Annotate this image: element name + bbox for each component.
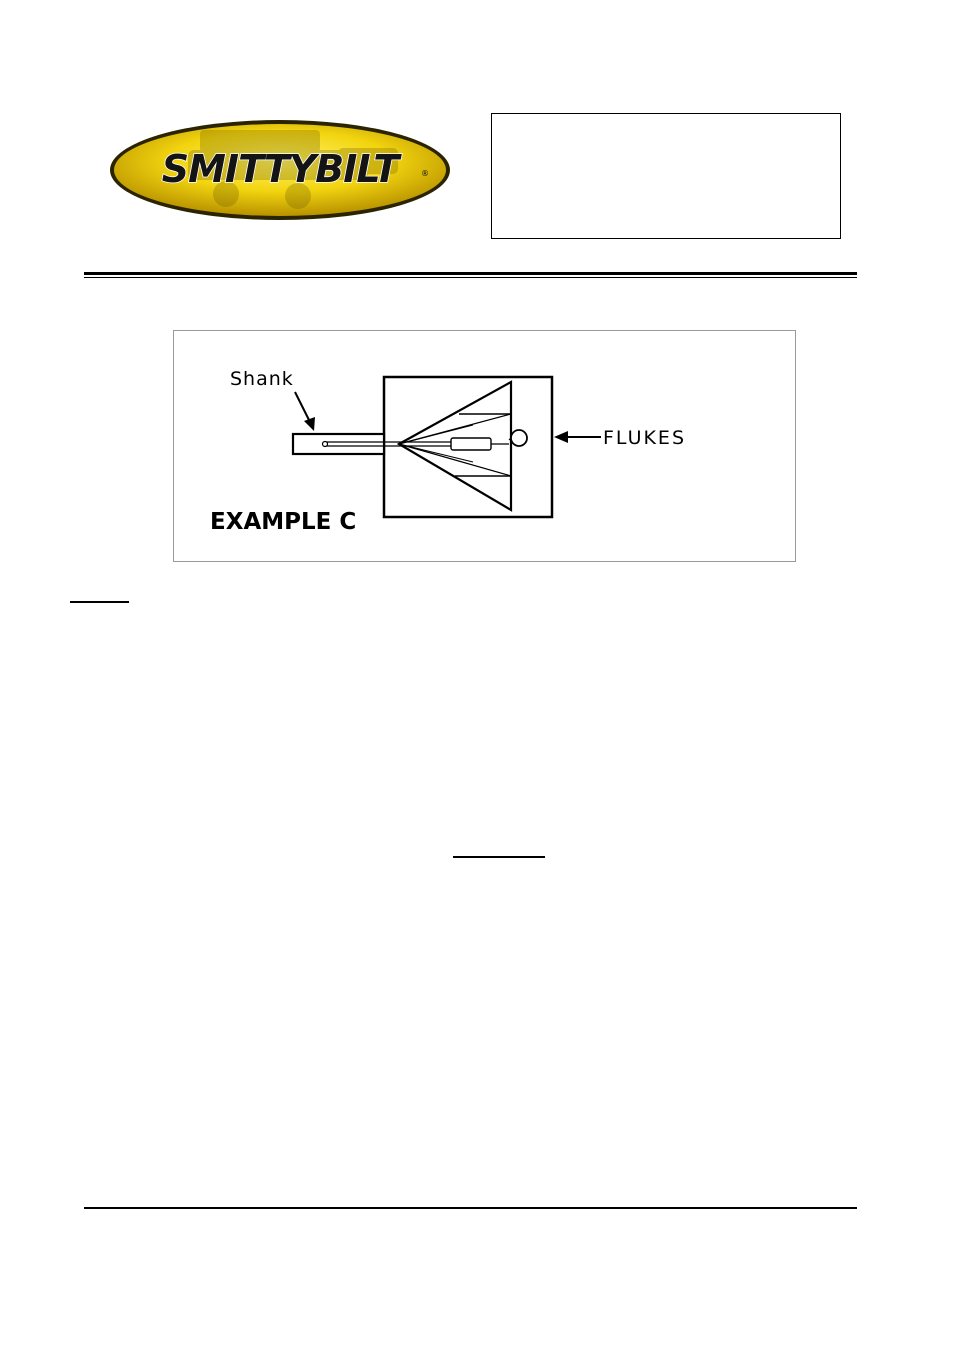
rod-tip — [323, 442, 328, 447]
flukes-label: FLUKES — [603, 427, 686, 449]
shank-arrow-line — [295, 392, 310, 422]
link-body — [451, 438, 491, 450]
logo-registered-mark: ® — [421, 169, 429, 178]
shank-bar — [293, 434, 384, 454]
footer-divider — [84, 1207, 857, 1209]
anchor-ring — [511, 430, 527, 446]
anchor-diagram — [173, 330, 796, 562]
flukes-arrow-head — [554, 431, 568, 443]
shank-arrow-head — [304, 417, 315, 431]
section-underline — [70, 601, 129, 603]
header-divider-thick — [84, 272, 857, 275]
figure-caption: EXAMPLE C — [210, 509, 357, 535]
smittybilt-logo — [108, 118, 452, 222]
header-info-box — [491, 113, 841, 239]
shank-label: Shank — [230, 368, 294, 390]
header-divider-thin — [84, 277, 857, 278]
logo-wordmark: SMITTYBILT — [161, 147, 399, 191]
heading-underline — [453, 856, 545, 858]
